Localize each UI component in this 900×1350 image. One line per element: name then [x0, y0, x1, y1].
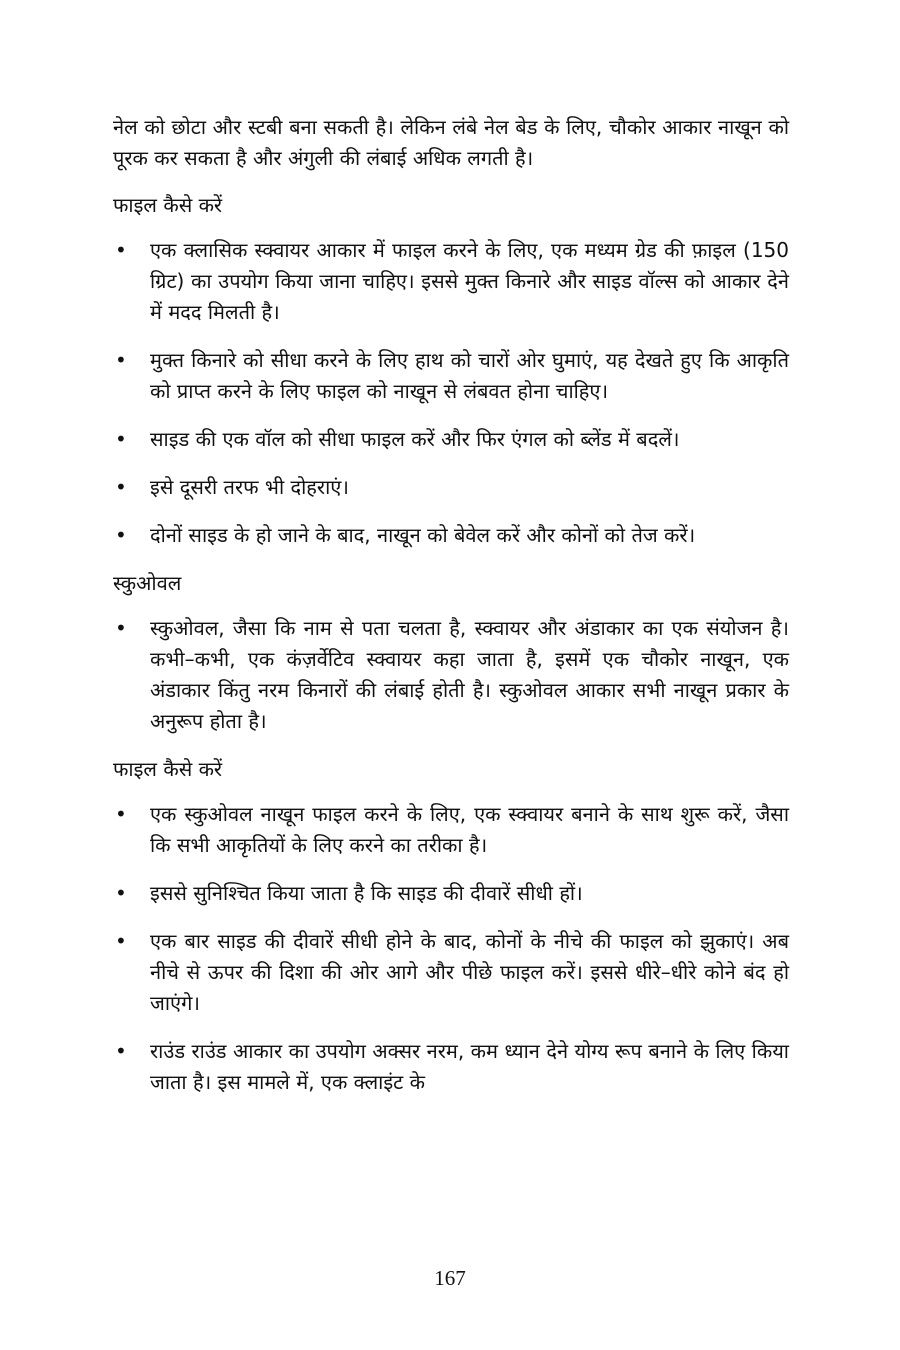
- list-item-text: दोनों साइड के हो जाने के बाद, नाखून को बेवेल करें और कोनों को तेज करें।: [150, 523, 696, 547]
- list-item: [113, 424, 789, 455]
- bullet-icon: •: [115, 348, 127, 372]
- list-item: [113, 799, 789, 861]
- bullet-icon: •: [115, 802, 127, 826]
- bullet-icon: •: [115, 238, 127, 262]
- list-item-text: एक क्लासिक स्क्वायर आकार में फाइल करने के लिए, एक मध्यम ग्रेड की फ़ाइल (150 ग्रिट) का उपयोग किया जाना चाहिए। इससे मुक्त किनारे और साइड वॉल्स को आकार देने में मदद मिलती है।: [150, 238, 789, 324]
- bullet-icon: •: [115, 616, 127, 640]
- bullet-icon: •: [115, 523, 127, 547]
- list-item: [113, 520, 789, 551]
- bullet-icon: •: [115, 929, 127, 953]
- bullet-icon: •: [115, 427, 127, 451]
- list-item-text: इससे सुनिश्चित किया जाता है कि साइड की दीवारें सीधी हों।: [150, 881, 583, 905]
- list-item-text: एक बार साइड की दीवारें सीधी होने के बाद, कोनों के नीचे की फाइल को झुकाएं। अब नीचे से ऊपर की दिशा की ओर आगे और पीछे फाइल करें। इससे धीरे–धीरे कोने बंद हो जाएंगे।: [150, 929, 789, 1015]
- bullet-list-squoval: [113, 613, 789, 737]
- list-item: [113, 878, 789, 909]
- list-item: [113, 472, 789, 503]
- section-heading-how-to-file: फाइल कैसे करें: [113, 193, 223, 217]
- page-number: 167: [434, 1266, 466, 1290]
- list-item: [113, 1036, 789, 1098]
- list-item-text: मुक्त किनारे को सीधा करने के लिए हाथ को चारों ओर घुमाएं, यह देखते हुए कि आकृति को प्राप्त करने के लिए फाइल को नाखून से लंबवत होना चाहिए।: [150, 348, 789, 403]
- bullet-list-square-filing: [113, 235, 789, 551]
- list-item-text: एक स्कुओवल नाखून फाइल करने के लिए, एक स्क्वायर बनाने के साथ शुरू करें, जैसा कि सभी आकृतियों के लिए करने का तरीका है।: [150, 802, 789, 857]
- list-item-text: इसे दूसरी तरफ भी दोहराएं।: [150, 475, 349, 499]
- list-item: [113, 926, 789, 1019]
- section-heading-squoval: स्कुओवल: [113, 571, 182, 595]
- page-body: [113, 112, 789, 1115]
- intro-paragraph: नेल को छोटा और स्टबी बना सकती है। लेकिन लंबे नेल बेड के लिए, चौकोर आकार नाखून को पूरक कर सकता है और अंगुली की लंबाई अधिक लगती है।: [113, 115, 789, 170]
- bullet-icon: •: [115, 475, 127, 499]
- list-item: [113, 613, 789, 737]
- bullet-list-squoval-filing: [113, 799, 789, 1098]
- list-item-text: राउंड राउंड आकार का उपयोग अक्सर नरम, कम ध्यान देने योग्य रूप बनाने के लिए किया जाता है। इस मामले में, एक क्लाइंट के: [150, 1039, 789, 1094]
- list-item: [113, 345, 789, 407]
- section-heading-how-to-file-squoval: फाइल कैसे करें: [113, 757, 223, 781]
- bullet-icon: •: [115, 881, 127, 905]
- list-item-text: साइड की एक वॉल को सीधा फाइल करें और फिर एंगल को ब्लेंड में बदलें।: [150, 427, 680, 451]
- bullet-icon: •: [115, 1039, 127, 1063]
- list-item: [113, 235, 789, 328]
- list-item-text: स्कुओवल, जैसा कि नाम से पता चलता है, स्क्वायर और अंडाकार का एक संयोजन है। कभी–कभी, एक कंज़र्वेटिव स्क्वायर कहा जाता है, इसमें एक चौकोर नाखून, एक अंडाकार किंतु नरम किनारों की लंबाई होती है। स्कुओवल आकार सभी नाखून प्रकार के अनुरूप होता है।: [150, 616, 789, 733]
